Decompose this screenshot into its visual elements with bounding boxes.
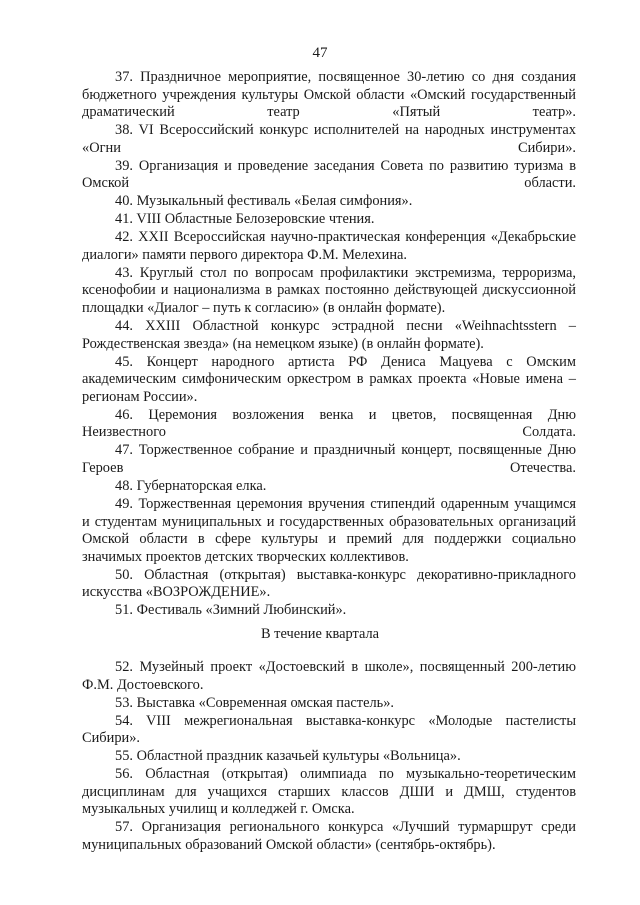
list-item: 43. Круглый стол по вопросам профилактики экстремизма, терроризма, ксенофобии и национализма в рамках постоянно действующей дискуссионной площадки «Диалог – путь к согласию» (в онлайн формате). [82,264,576,317]
list-item: 45. Концерт народного артиста РФ Дениса Мацуева с Омским академическим симфоническим оркестром в рамках проекта «Новые имена – регионам России». [82,353,576,405]
list-item: 42. XXII Всероссийская научно-практическая конференция «Декабрьские диалоги» памяти первого директора Ф.М. Мелехина. [82,229,576,263]
event-list-main [82,69,576,620]
list-item: 56. Областная (открытая) олимпиада по музыкально-теоретическим дисциплинам для учащихся старших классов ДШИ и ДМШ, студентов музыкальных училищ и колледжей г. Омска. [82,766,576,818]
list-item: 51. Фестиваль «Зимний Любинский». [115,602,347,619]
list-item: 57. Организация регионального конкурса «Лучший турмаршрут среди муниципальных образований Омской области» (сентябрь-октябрь). [82,819,576,853]
list-item: 47. Торжественное собрание и праздничный концерт, посвященные Дню Героев Отечества. [82,442,576,476]
list-item: 46. Церемония возложения венка и цветов, посвященная Дню Неизвестного Солдата. [82,406,576,441]
list-item: 54. VIII межрегиональная выставка-конкурс «Молодые пастелисты Сибири». [82,712,576,747]
list-item: 39. Организация и проведение заседания Совета по развитию туризма в Омской области. [82,157,576,192]
list-item: 41. VIII Областные Белозеровские чтения. [115,211,375,228]
section-heading: В течение квартала [260,626,380,642]
list-item: 50. Областная (открытая) выставка-конкурс декоративно-прикладного искусства «ВОЗРОЖДЕНИЕ». [82,566,576,601]
list-item: 53. Выставка «Современная омская пастель». [115,694,394,711]
list-item: 40. Музыкальный фестиваль «Белая симфония». [115,193,413,210]
list-item: 55. Областной праздник казачьей культуры «Вольница». [115,748,461,765]
event-list-quarter [82,659,576,855]
list-item: 52. Музейный проект «Достоевский в школе», посвященный 200-летию Ф.М. Достоевского. [82,659,576,693]
list-item: 44. XXIII Областной конкурс эстрадной песни «Weihnachtsstern – Рождественская звезда» (на немецком языке) (в онлайн формате). [82,318,576,352]
list-item: 49. Торжественная церемония вручения стипендий одаренным учащимся и студентам муниципальных и государственных образовательных организаций Омской области в сфере культуры и премий для поддержки социально значимых проектов детских творческих коллективов. [82,495,576,565]
list-item: 48. Губернаторская елка. [115,477,267,494]
list-item: 37. Праздничное мероприятие, посвященное 30-летию со дня создания бюджетного учреждения культуры Омской области «Омский государственный драматический театр «Пятый театр». [82,69,576,121]
page-number: 47 [312,45,328,61]
list-item: 38. VI Всероссийский конкурс исполнителей на народных инструментах «Огни Сибири». [82,122,576,156]
